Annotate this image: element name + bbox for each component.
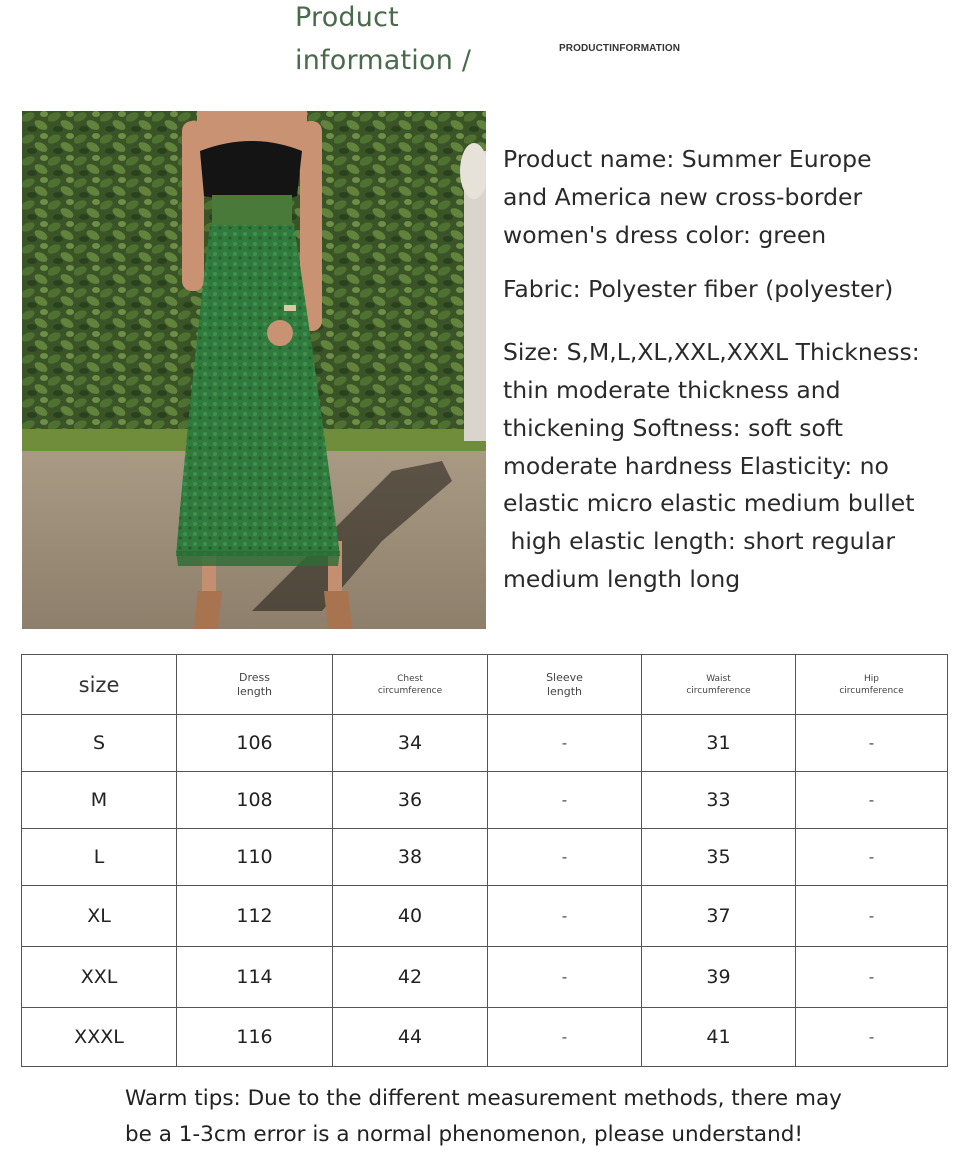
- cell-sleeve: -: [488, 829, 642, 886]
- table-row: [22, 1008, 948, 1067]
- warm-tips: [125, 1081, 925, 1153]
- cell-hip: -: [796, 715, 948, 772]
- cell-dress-length: 114: [177, 947, 333, 1008]
- cell-dress-length: 106: [177, 715, 333, 772]
- table-row: [22, 886, 948, 947]
- cell-size: M: [22, 772, 177, 829]
- size-line-1: Size: S,M,L,XL,XXL,XXXL Thickness:: [503, 338, 920, 367]
- cell-size: XXL: [22, 947, 177, 1008]
- size-line-3: thickening Softness: soft soft: [503, 413, 843, 442]
- header-size: size: [22, 655, 177, 715]
- cell-chest: 42: [333, 947, 488, 1008]
- cell-hip: -: [796, 772, 948, 829]
- cell-sleeve: -: [488, 886, 642, 947]
- cell-size: XL: [22, 886, 177, 947]
- size-line-2: thin moderate thickness and: [503, 375, 841, 404]
- title-line-1: Product: [295, 2, 399, 33]
- table-row: [22, 829, 948, 886]
- product-name-line-3: women's dress color: green: [503, 220, 827, 249]
- product-name-line-2: and America new cross-border: [503, 182, 863, 211]
- cell-waist: 35: [642, 829, 796, 886]
- cell-hip: -: [796, 947, 948, 1008]
- header-hip-circumference: Hip circumference: [796, 655, 948, 715]
- cell-waist: 31: [642, 715, 796, 772]
- cell-chest: 44: [333, 1008, 488, 1067]
- size-line-5: elastic micro elastic medium bullet: [503, 489, 915, 518]
- cell-hip: -: [796, 1008, 948, 1067]
- product-photo: [22, 111, 486, 629]
- fabric-line: Fabric: Polyester fiber (polyester): [503, 275, 894, 304]
- cell-dress-length: 110: [177, 829, 333, 886]
- size-line-7: medium length long: [503, 564, 741, 593]
- warm-tips-line-2: be a 1-3cm error is a normal phenomenon, please understand!: [125, 1122, 803, 1147]
- product-description: [503, 141, 943, 599]
- header-dress-length: Dress length: [177, 655, 333, 715]
- cell-waist: 37: [642, 886, 796, 947]
- cell-size: L: [22, 829, 177, 886]
- cell-dress-length: 112: [177, 886, 333, 947]
- header-chest-circumference: Chest circumference: [333, 655, 488, 715]
- cell-hip: -: [796, 829, 948, 886]
- table-row: [22, 772, 948, 829]
- warm-tips-line-1: Warm tips: Due to the different measurement methods, there may: [125, 1086, 842, 1111]
- cell-waist: 39: [642, 947, 796, 1008]
- cell-size: S: [22, 715, 177, 772]
- table-row: [22, 715, 948, 772]
- cell-dress-length: 116: [177, 1008, 333, 1067]
- cell-sleeve: -: [488, 947, 642, 1008]
- page-subtitle: PRODUCTINFORMATION: [559, 43, 681, 54]
- table-header-row: [22, 655, 948, 715]
- cell-chest: 38: [333, 829, 488, 886]
- cell-sleeve: -: [488, 772, 642, 829]
- cell-hip: -: [796, 886, 948, 947]
- cell-chest: 40: [333, 886, 488, 947]
- cell-sleeve: -: [488, 715, 642, 772]
- cell-sleeve: -: [488, 1008, 642, 1067]
- size-chart-table: [21, 654, 948, 1067]
- title-line-2: information /: [295, 45, 472, 76]
- cell-chest: 36: [333, 772, 488, 829]
- cell-waist: 41: [642, 1008, 796, 1067]
- product-name-line-1: Product name: Summer Europe: [503, 145, 872, 173]
- table-row: [22, 947, 948, 1008]
- size-line-4: moderate hardness Elasticity: no: [503, 451, 889, 480]
- cell-dress-length: 108: [177, 772, 333, 829]
- size-line-6: high elastic length: short regular: [503, 527, 896, 556]
- header-sleeve-length: Sleeve length: [488, 655, 642, 715]
- header-waist-circumference: Waist circumference: [642, 655, 796, 715]
- cell-waist: 33: [642, 772, 796, 829]
- cell-size: XXXL: [22, 1008, 177, 1067]
- cell-chest: 34: [333, 715, 488, 772]
